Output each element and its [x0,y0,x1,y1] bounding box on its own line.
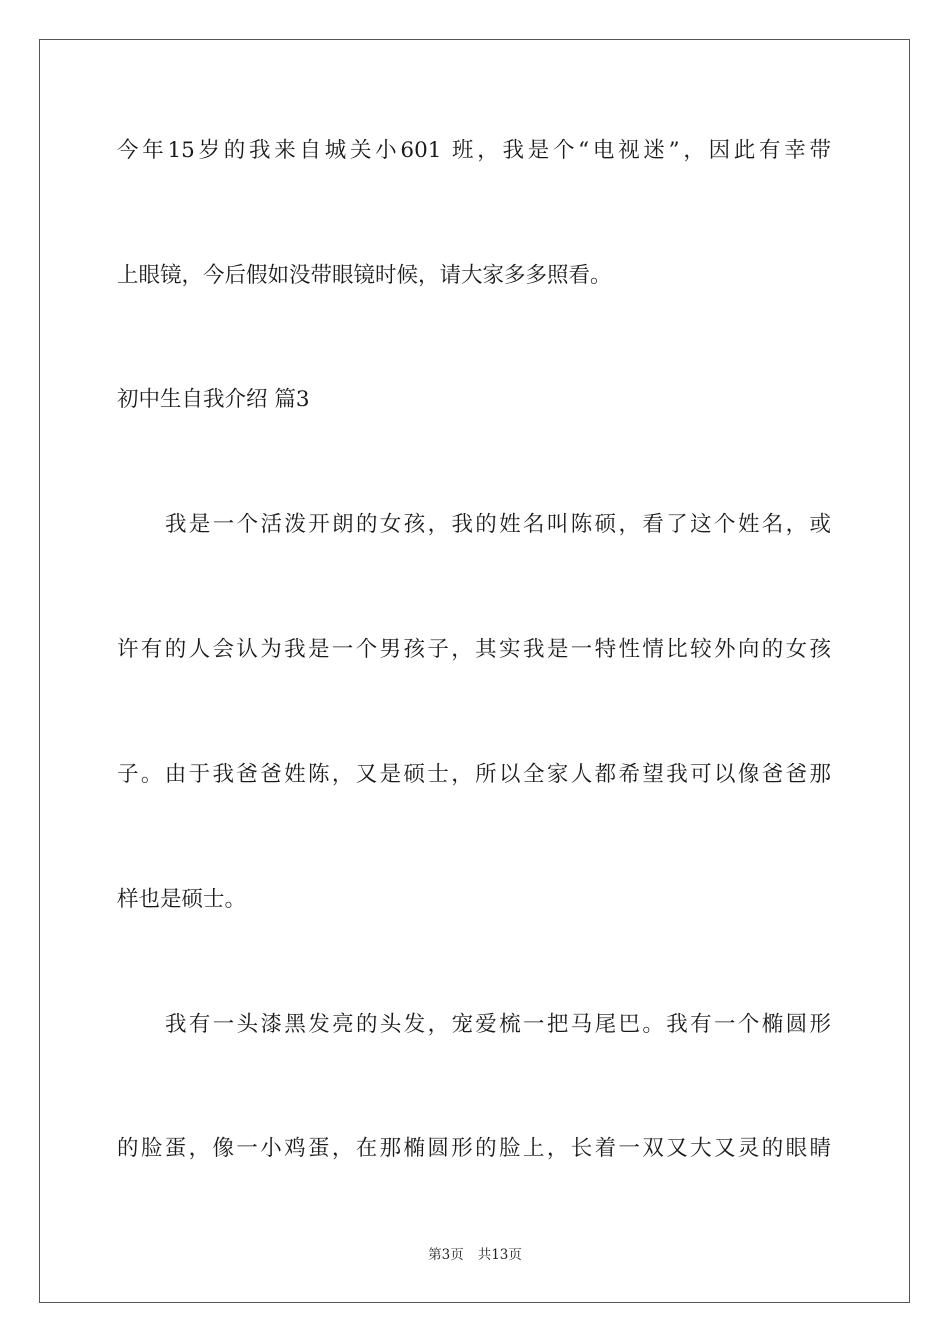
paragraph-2-line-1: 我是一个活泼开朗的女孩，我的姓名叫陈硕，看了这个姓名，或 [165,512,831,537]
page-total: 共13页 [477,1247,522,1263]
paragraph-3-line-2: 的脸蛋，像一小鸡蛋，在那椭圆形的脸上，长着一双又大又灵的眼睛 [117,1136,831,1161]
paragraph-2-line-2: 许有的人会认为我是一个男孩子，其实我是一特性情比较外向的女孩 [117,637,831,662]
paragraph-2-line-4: 样也是硕士。 [117,887,247,912]
paragraph-3-line-1: 我有一头漆黑发亮的头发，宠爱梳一把马尾巴。我有一个椭圆形 [165,1012,831,1037]
page-number: 第3页 [428,1247,464,1263]
paragraph-2-line-3: 子。由于我爸爸姓陈，又是硕士，所以全家人都希望我可以像爸爸那 [117,762,831,787]
page-footer [0,1245,950,1265]
paragraph-1-line-2: 上眼镜，今后假如没带眼镜时候，请大家多多照看。 [117,263,612,288]
section-heading: 初中生自我介绍 篇3 [117,387,310,412]
paragraph-1-line-1: 今年15岁的我来自城关小601 班，我是个“电视迷”，因此有幸带 [117,138,831,163]
page-border [39,39,910,1303]
